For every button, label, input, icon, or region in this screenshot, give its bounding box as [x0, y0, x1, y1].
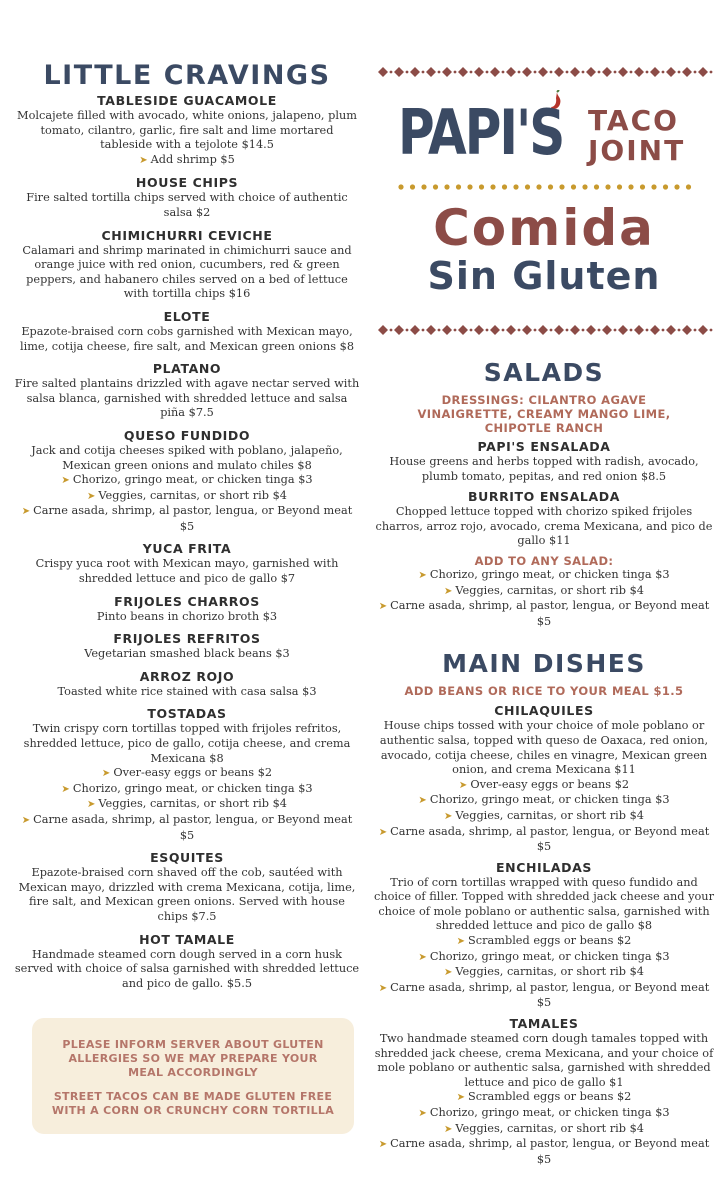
- salads-section: [374, 358, 714, 1167]
- arrow-icon: ➤: [456, 936, 466, 948]
- salad-dressings: DRESSINGS: CILANTRO AGAVE VINAIGRETTE, CREAMY MANGO LIME, CHIPOTLE RANCH: [417, 393, 671, 435]
- arrow-icon: ➤: [444, 585, 453, 597]
- menu-item-name: FRIJOLES REFRITOS: [113, 631, 261, 647]
- menu-item: [14, 706, 360, 843]
- arrow-icon: ➤: [21, 506, 31, 518]
- menu-item-name: PAPI'S ENSALADA: [477, 439, 611, 454]
- menu-item-description: Epazote-braised corn cobs garnished with Mexican mayo, lime, cotija cheese, fire salt, and Mexican green onions $8: [19, 324, 355, 353]
- addon-text: Over-easy eggs or beans $2: [470, 777, 630, 791]
- addon-text: Chorizo, gringo meat, or chicken tinga $3: [429, 567, 670, 581]
- menu-item: [14, 932, 360, 992]
- addon-option: [374, 599, 714, 629]
- addon-text: Chorizo, gringo meat, or chicken tinga $3: [429, 949, 670, 963]
- arrow-icon: ➤: [418, 795, 427, 807]
- menu-item-name: ARROZ ROJO: [139, 668, 235, 684]
- menu-item-description: Two handmade steamed corn dough tamales topped with shredded jack cheese, crema Mexicana, and your choice of mole poblano or authentic salsa, garnished with shredded lettuce and pico de gallo $1: [374, 1032, 714, 1089]
- menu-item: [14, 428, 360, 535]
- menu-item-description: House chips tossed with your choice of mole poblano or authentic salsa, topped with queso de Oaxaca, red onion, avocado, cotija cheese, chiles en vinagre, Mexican green onion, and crema Mexicana $11: [379, 719, 709, 777]
- addon-option: [374, 1106, 714, 1122]
- menu-item: [374, 489, 714, 549]
- arrow-icon: ➤: [444, 1123, 453, 1135]
- addon-option: [374, 981, 714, 1011]
- addon-option: [374, 825, 714, 855]
- addon-option: [374, 965, 714, 981]
- beans-rice-note: ADD BEANS OR RICE TO YOUR MEAL $1.5: [404, 684, 684, 699]
- addon-option: [14, 489, 360, 505]
- arrow-icon: ➤: [378, 601, 388, 613]
- menu-item: [14, 175, 360, 220]
- menu-item-name: TAMALES: [509, 1016, 579, 1032]
- addon-option: [374, 568, 714, 584]
- addon-option: [14, 504, 360, 534]
- menu-item-name: CHILAQUILES: [494, 703, 594, 719]
- menu-item: [14, 669, 360, 700]
- menu-item-name: FRIJOLES CHARROS: [114, 593, 260, 609]
- menu-item: [14, 850, 360, 924]
- decorative-border-bottom: [374, 322, 714, 338]
- arrow-icon: ➤: [87, 490, 96, 502]
- addon-option: [374, 793, 714, 809]
- addon-text: Veggies, carnitas, or short rib $4: [98, 488, 287, 502]
- addon-option: [14, 153, 360, 169]
- menu-item-description: Epazote-braised corn shaved off the cob, sautéed with Mexican mayo, drizzled with crema Mexicana, cotija, lime, fire salt, and Mexican green onions. Served with house chips $7.5: [18, 866, 356, 923]
- addon-text: Carne asada, shrimp, al pastor, lengua, or Beyond meat $5: [33, 813, 353, 842]
- menu-item-name: BURRITO ENSALADA: [467, 489, 621, 505]
- menu-item: [374, 860, 714, 1011]
- arrow-icon: ➤: [456, 1092, 466, 1104]
- decorative-border-top: [374, 64, 714, 80]
- addon-option: [374, 584, 714, 600]
- logo: [398, 96, 698, 172]
- comida-title: Comida: [433, 199, 655, 257]
- menu-item-description: Calamari and shrimp marinated in chimichurri sauce and orange juice with red onion, cucumbers, red & green peppers, and habanero chiles served on a bed of lettuce with tortilla chips $16: [22, 243, 352, 301]
- addon-text: Add shrimp $5: [150, 152, 235, 166]
- menu-item-name: HOUSE CHIPS: [135, 175, 239, 191]
- menu-item-description: Crispy yuca root with Mexican mayo, garnished with shredded lettuce and pico de gallo $7: [35, 557, 339, 586]
- menu-item-description: Toasted white rice stained with casa salsa $3: [57, 684, 317, 698]
- menu-item-description: Jack and cotija cheeses spiked with poblano, jalapeño, Mexican green onions and mulato chiles $8: [31, 443, 343, 472]
- addon-option: [374, 778, 714, 794]
- menu-item-description: Twin crispy corn tortillas topped with frijoles refritos, shredded lettuce, pico de gallo, cotija cheese, and crema Mexicana $8: [23, 722, 351, 765]
- addon-text: Veggies, carnitas, or short rib $4: [455, 965, 644, 979]
- arrow-icon: ➤: [61, 475, 70, 487]
- menu-item: [14, 631, 360, 662]
- logo-main-text: PAPI'S: [398, 96, 564, 169]
- menu-item: [374, 703, 714, 854]
- addon-text: Chorizo, gringo meat, or chicken tinga $3: [72, 473, 313, 487]
- menu-item-description: Handmade steamed corn dough served in a corn husk served with choice of salsa garnished with shredded lettuce and pico de gallo. $5.5: [14, 947, 360, 990]
- addon-text: Carne asada, shrimp, al pastor, lengua, or Beyond meat $5: [390, 980, 710, 1010]
- addon-text: Chorizo, gringo meat, or chicken tinga $3: [429, 1106, 670, 1119]
- menu-item-description: Molcajete filled with avocado, white onions, jalapeno, plum tomato, cilantro, garlic, fire salt and lime mortared tableside with a tejolote $14.5: [17, 109, 357, 152]
- addon-option: [374, 950, 714, 966]
- decorative-dots: [396, 182, 696, 192]
- menu-item-name: TABLESIDE GUACAMOLE: [97, 93, 277, 108]
- addon-option: [374, 1137, 714, 1167]
- sin-gluten-title: Sin Gluten: [427, 254, 661, 298]
- street-tacos-note: STREET TACOS CAN BE MADE GLUTEN FREE WITH A CORN OR CRUNCHY CORN TORTILLA: [51, 1090, 335, 1117]
- main-dishes-title: MAIN DISHES: [442, 649, 646, 679]
- menu-item-name: ENCHILADAS: [496, 859, 592, 875]
- arrow-icon: ➤: [458, 779, 468, 791]
- addon-option: [14, 813, 360, 843]
- addon-text: Chorizo, gringo meat, or chicken tinga $3: [429, 793, 670, 807]
- menu-item-name: ESQUITES: [150, 850, 224, 866]
- salad-list: [374, 439, 714, 549]
- menu-item: [14, 93, 360, 168]
- addon-option: [374, 1090, 714, 1106]
- addon-option: [14, 473, 360, 489]
- addon-text: Veggies, carnitas, or short rib $4: [98, 797, 287, 811]
- logo-taco-text: TACO: [588, 104, 679, 137]
- salads-title: SALADS: [483, 358, 605, 387]
- menu-item: [14, 309, 360, 354]
- addon-text: Scrambled eggs or beans $2: [468, 1090, 632, 1104]
- menu-item-description: Vegetarian smashed black beans $3: [84, 647, 290, 661]
- arrow-icon: ➤: [87, 799, 96, 811]
- menu-item-name: PLATANO: [152, 361, 222, 377]
- arrow-icon: ➤: [21, 815, 31, 826]
- addon-text: Carne asada, shrimp, al pastor, lengua, or Beyond meat $5: [33, 504, 353, 533]
- arrow-icon: ➤: [418, 951, 427, 963]
- menu-item: [14, 228, 360, 302]
- addon-option: [374, 809, 714, 825]
- addon-text: Veggies, carnitas, or short rib $4: [455, 808, 644, 822]
- addon-option: [374, 1122, 714, 1138]
- arrow-icon: ➤: [418, 569, 427, 581]
- gluten-notice: [32, 1018, 354, 1134]
- menu-item-description: Fire salted tortilla chips served with choice of authentic salsa $2: [26, 191, 348, 219]
- menu-item-description: Fire salted plantains drizzled with agave nectar served with salsa blanca, garnished with shredded lettuce and salsa piña $7.5: [14, 377, 360, 420]
- menu-item-description: Trio of corn tortillas wrapped with queso fundido and choice of filler. Topped with shredded jack cheese and your choice of mole poblano or authentic salsa, garnished with shredded lettuce and pico de gallo $8: [374, 875, 714, 933]
- menu-item-name: HOT TAMALE: [139, 931, 235, 947]
- arrow-icon: ➤: [444, 967, 453, 979]
- menu-item: [374, 439, 714, 484]
- addon-text: Scrambled eggs or beans $2: [468, 934, 632, 948]
- salad-addons: [374, 568, 714, 629]
- arrow-icon: ➤: [61, 783, 70, 795]
- add-to-salad-label: ADD TO ANY SALAD:: [474, 553, 614, 568]
- addon-text: Carne asada, shrimp, al pastor, lengua, or Beyond meat $5: [390, 824, 710, 854]
- addon-option: [14, 782, 360, 798]
- menu-item-name: CHIMICHURRI CEVICHE: [101, 227, 273, 243]
- arrow-icon: ➤: [444, 810, 453, 822]
- menu-item-description: Chopped lettuce topped with chorizo spiked frijoles charros, arroz rojo, avocado, crema Mexicana, and pico de gallo $11: [375, 505, 713, 548]
- addon-text: Carne asada, shrimp, al pastor, lengua, or Beyond meat $5: [390, 1137, 710, 1166]
- addon-option: [374, 934, 714, 950]
- menu-item: [374, 1016, 714, 1167]
- arrow-icon: ➤: [101, 768, 111, 780]
- little-cravings-list: [14, 93, 360, 991]
- menu-item-name: QUESO FUNDIDO: [123, 427, 251, 443]
- menu-item: [14, 594, 360, 625]
- main-dishes-list: [374, 703, 714, 1167]
- addon-option: [14, 797, 360, 813]
- arrow-icon: ➤: [378, 982, 388, 994]
- arrow-icon: ➤: [378, 826, 388, 838]
- menu-item: [14, 541, 360, 586]
- arrow-icon: ➤: [418, 1108, 427, 1119]
- arrow-icon: ➤: [378, 1139, 388, 1151]
- menu-item-name: TOSTADAS: [147, 706, 227, 722]
- menu-item-name: ELOTE: [163, 308, 211, 324]
- menu-item-description: House greens and herbs topped with radish, avocado, plumb tomato, pepitas, and red onion $8.5: [389, 455, 699, 483]
- addon-text: Chorizo, gringo meat, or chicken tinga $3: [72, 781, 313, 795]
- menu-item-name: YUCA FRITA: [142, 541, 232, 557]
- gluten-allergy-note: PLEASE INFORM SERVER ABOUT GLUTEN ALLERGIES SO WE MAY PREPARE YOUR MEAL ACCORDINGLY: [62, 1038, 324, 1079]
- menu-item-description: Pinto beans in chorizo broth $3: [96, 609, 278, 623]
- little-cravings-title: LITTLE CRAVINGS: [43, 60, 331, 91]
- addon-text: Veggies, carnitas, or short rib $4: [455, 583, 644, 597]
- menu-item: [14, 361, 360, 421]
- addon-text: Veggies, carnitas, or short rib $4: [455, 1121, 644, 1135]
- addon-text: Over-easy eggs or beans $2: [113, 766, 273, 780]
- logo-joint-text: JOINT: [588, 134, 686, 167]
- addon-option: [14, 766, 360, 782]
- addon-text: Carne asada, shrimp, al pastor, lengua, or Beyond meat $5: [390, 599, 710, 628]
- left-column: [14, 0, 360, 991]
- arrow-icon: ➤: [139, 154, 148, 166]
